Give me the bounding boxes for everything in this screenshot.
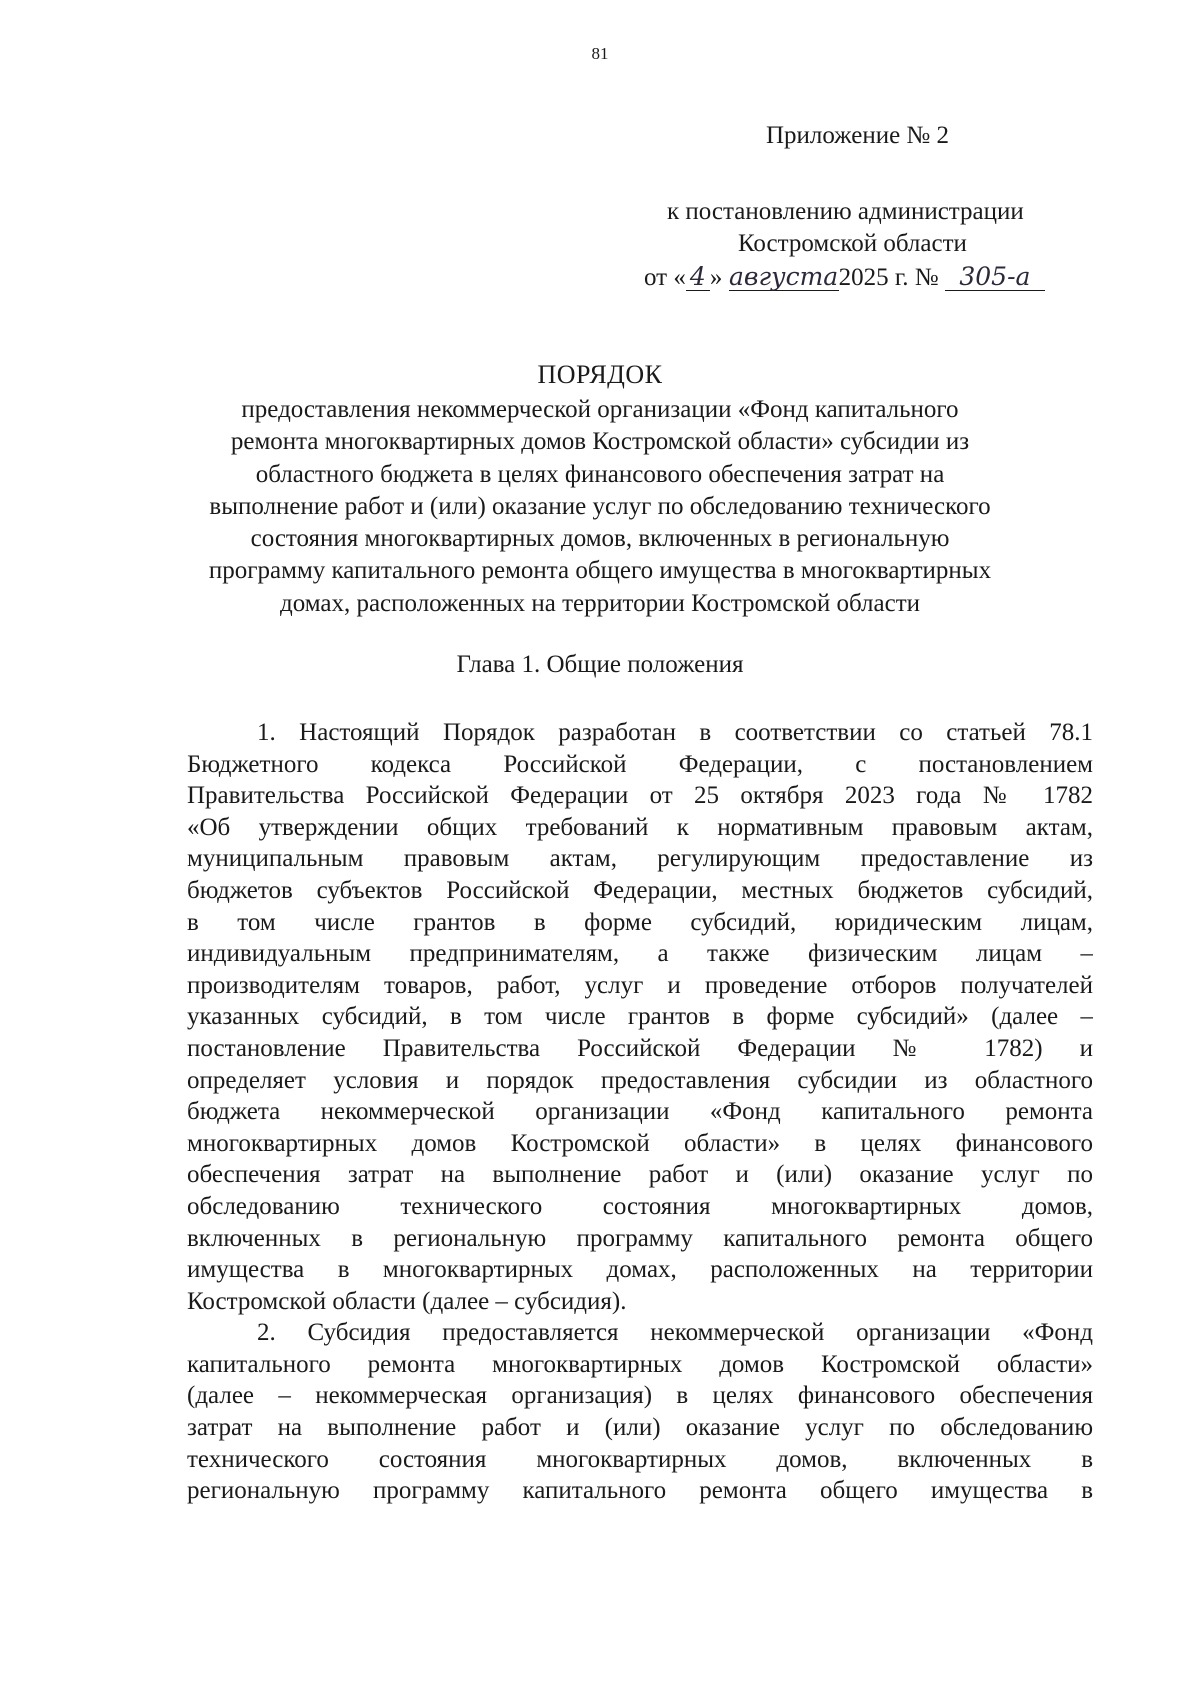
paragraph-line: постановление Правительства Российской Федерации № 1782) и [187, 1034, 1093, 1062]
date-mid: » [709, 264, 723, 291]
paragraph-line: Бюджетного кодекса Российской Федерации, с постановлением [187, 750, 1093, 778]
paragraph-line: капитального ремонта многоквартирных домов Костромской области» [187, 1350, 1093, 1378]
paragraph-line: многоквартирных домов Костромской области» в целях финансового [187, 1129, 1093, 1157]
handwritten-month: августа [729, 262, 839, 291]
appendix-date-line [644, 264, 1045, 292]
paragraph-line: имущества в многоквартирных домах, расположенных на территории [187, 1256, 1093, 1284]
document-subtitle [150, 394, 1050, 620]
date-prefix: от « [644, 264, 686, 291]
paragraph-line: бюджетов субъектов Российской Федерации, местных бюджетов субсидий, [187, 876, 1093, 904]
paragraph-line: обеспечения затрат на выполнение работ и (или) оказание услуг по [187, 1161, 1093, 1189]
subtitle-line: областного бюджета в целях финансового обеспечения затрат на [255, 460, 945, 488]
paragraph-line: бюджета некоммерческой организации «Фонд капитального ремонта [187, 1098, 1093, 1126]
paragraph-line: 2. Субсидия предоставляется некоммерческой организации «Фонд [257, 1319, 1093, 1347]
paragraph-line: включенных в региональную программу капитального ремонта общего [187, 1224, 1093, 1252]
date-year: 2025 г. № [838, 264, 939, 291]
page-number: 81 [591, 44, 609, 63]
handwritten-doc-number: 305-а [945, 264, 1045, 291]
subtitle-line: программу капитального ремонта общего имущества в многоквартирных [208, 557, 992, 585]
paragraph-line: индивидуальным предпринимателям, а также физическим лицам – [187, 940, 1093, 968]
paragraph-line: указанных субсидий, в том числе грантов в форме субсидий» (далее – [187, 1003, 1093, 1031]
paragraph-line: технического состояния многоквартирных домов, включенных в [187, 1445, 1093, 1473]
paragraph-line: региональную программу капитального ремонта общего имущества в [187, 1477, 1093, 1505]
subtitle-line: предоставления некоммерческой организации «Фонд капитального [241, 396, 959, 423]
paragraph-line: производителям товаров, работ, услуг и проведение отборов получателей [187, 971, 1093, 999]
subtitle-line: выполнение работ и (или) оказание услуг по обследованию технического [209, 492, 991, 520]
paragraph-line: «Об утверждении общих требований к нормативным правовым актам, [187, 813, 1093, 841]
paragraph-line: муниципальным правовым актам, регулирующим предоставление из [187, 845, 1093, 873]
body-text [187, 717, 1093, 1507]
paragraph-line: в том числе грантов в форме субсидий, юридическим лицам, [187, 908, 1093, 936]
paragraph-line: определяет условия и порядок предоставления субсидии из областного [187, 1066, 1093, 1094]
appendix-line-2: Костромской области [738, 230, 967, 257]
paragraph-line: 1. Настоящий Порядок разработан в соответствии со статьей 78.1 [257, 719, 1093, 746]
paragraph-line: затрат на выполнение работ и (или) оказание услуг по обследованию [187, 1414, 1093, 1442]
appendix-title: Приложение № 2 [766, 122, 950, 149]
handwritten-day: 4 [686, 264, 710, 291]
subtitle-line: ремонта многоквартирных домов Костромской области» субсидии из [230, 428, 970, 456]
paragraph-line: обследованию технического состояния многоквартирных домов, [187, 1192, 1093, 1220]
appendix-line-1: к постановлению администрации [667, 198, 1024, 225]
paragraph-line: (далее – некоммерческая организация) в целях финансового обеспечения [187, 1382, 1093, 1410]
document-title: ПОРЯДОК [537, 360, 663, 389]
subtitle-line: состояния многоквартирных домов, включенных в региональную [250, 525, 950, 553]
paragraph-line: Правительства Российской Федерации от 25 октября 2023 года № 1782 [187, 782, 1093, 810]
paragraph-line: Костромской области (далее – субсидия). [187, 1287, 627, 1315]
subtitle-line: домах, расположенных на территории Костромской области [279, 589, 921, 617]
chapter-title: Глава 1. Общие положения [456, 651, 744, 678]
